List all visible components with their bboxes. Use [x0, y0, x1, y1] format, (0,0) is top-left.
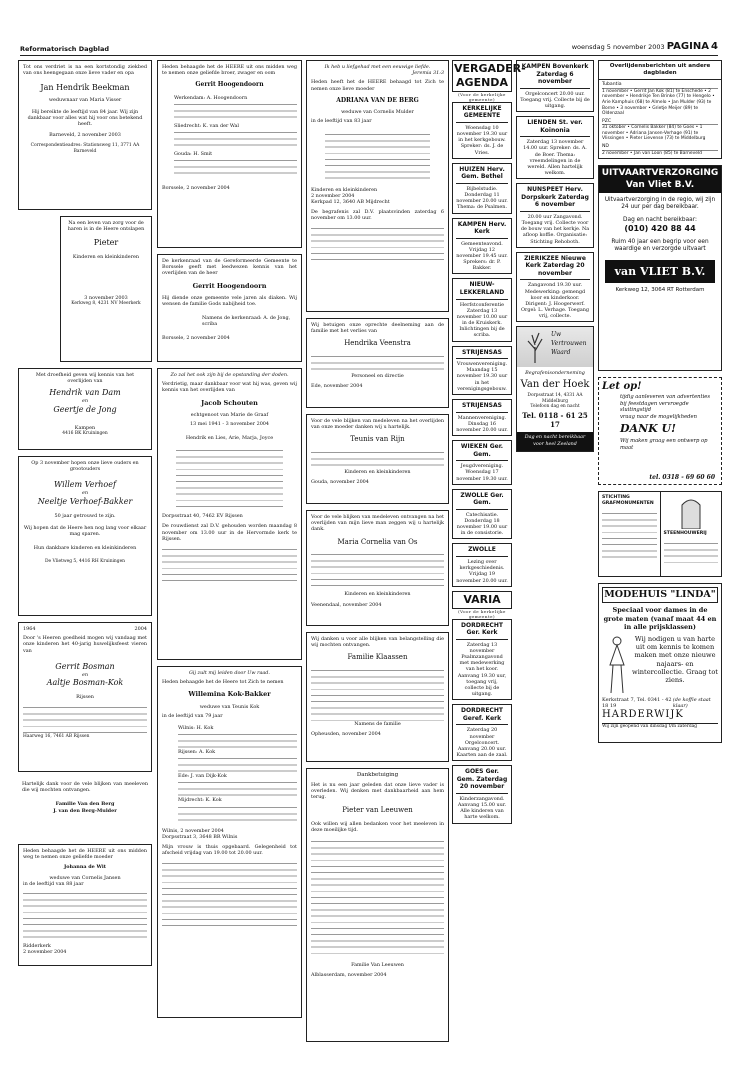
notice-name: Neeltje Verhoef-Bakker: [37, 496, 133, 506]
notice-lead: Na een leven van zorg voor de haren is in de Heere ontslapen: [67, 220, 145, 233]
notice-name: Teunis van Rijn: [350, 435, 405, 444]
notice-address: Kerkweg 8, 4231 NV Meerkerk: [71, 300, 141, 306]
notice-sign: Namens de familie: [354, 721, 401, 728]
monument-ad-title: STICHTING GRAFMONUMENTEN: [602, 495, 654, 507]
notice-body-lines: [311, 667, 444, 721]
agenda-item: [452, 102, 512, 159]
digest-title: Overlijdensberichten uit andere dagbladen: [599, 61, 721, 80]
notice-quote: Gij zult mij leiden door Uw raad.: [188, 670, 270, 676]
notice-quote: Zo zal het ook zijn bij de opstanding der doden.: [170, 372, 289, 378]
agenda-item-heading: WIEKEN Ger. Gem.: [456, 443, 508, 461]
notice-date: 13 mei 1941 - 3 november 2004: [189, 420, 270, 427]
fashion-ad-note: (de koffie staat klaar): [672, 696, 711, 710]
funeral-company-ad: [598, 165, 722, 371]
notice-name: Willemina Kok-Bakker: [188, 690, 271, 699]
notice-place: Gouda, november 2004: [311, 479, 369, 486]
notice-years: 50 jaar getrouwd te zijn.: [54, 512, 116, 519]
notice-place: Rijssen: [76, 694, 94, 701]
notice-address: Correspondentieadres: Stationsweg 11, 3771 AA Barneveld: [30, 143, 140, 154]
agenda-item-heading: KAMPEN Bovenkerk Zaterdag 6 november: [520, 63, 590, 89]
notice-role: weduwe van Cornelis Mulder: [341, 109, 414, 116]
list-line: Mijdrecht: K. Kok: [178, 797, 222, 804]
notice-name: Maria Cornelia van Os: [337, 537, 418, 546]
column-1: [18, 60, 152, 1056]
agenda-subtitle: (Voor de kerkelijke gemeente): [458, 91, 506, 102]
agenda-item-heading: KAMPEN Herv. Kerk: [456, 221, 508, 239]
varia-title: VARIA: [452, 591, 512, 609]
agenda-item-text: Herfstconferentie Zaterdag 13 november 10.00 uur in de Kruiskerk. Inlichtingen bij de scriba.: [456, 301, 508, 339]
notice-place: Veenendaal, november 2004: [311, 601, 382, 608]
fashion-ad-town: HARDERWIJK: [602, 709, 684, 721]
notice-since: weduwe van Cornelis Jansen: [49, 874, 121, 881]
notice-date: Wilnis, 2 november 2004: [162, 827, 224, 834]
notice-date: 2 november 2004: [311, 192, 355, 199]
funeral-ad-logo: [517, 327, 593, 367]
funeral-ad-tagline: Dag en nacht bereikbaar voor heel Zeeland: [517, 432, 593, 450]
agenda-item: [516, 116, 594, 179]
ad-header: UITVAARTVERZORGING Van Vliet B.V.: [599, 166, 721, 193]
notice-date: 2 november 2004: [23, 949, 67, 956]
notice-6: [18, 778, 152, 838]
digest-entries: 2 november • Jan van Loon (85) te Barneveld: [602, 150, 702, 156]
page-date: woensdag 5 november 2003 PAGINA 4: [571, 41, 718, 53]
agenda-item-text: Catechisatie. Donderdag 18 november 19.00 uur in de consistorie.: [456, 511, 508, 537]
agenda-item-heading: ZWOLLE Ger. Gem.: [456, 492, 508, 510]
fashion-ad-body: [602, 635, 718, 695]
notice-sign: Namens de kerkenraad: A. de Jong, scriba: [202, 315, 291, 328]
monument-ad-lines: [664, 540, 719, 564]
agenda-title: VERGADER- AGENDA: [452, 60, 512, 92]
agenda-item-text: Gemeenteavond. Vrijdag 12 november 19.45 uur. Sprekers: dr. P. Bakker.: [456, 240, 508, 272]
funeral-ad-address: Dorpsstraat 14, 4331 AA Middelburg: [527, 393, 583, 404]
notice-lead: Voor de vele blijken van medeleven ontvangen na het overlijden van mijn lieve man zeggen wij u hartelijk dank.: [311, 514, 444, 533]
digest-source: ND: [602, 144, 718, 151]
notice-body-lines: [162, 860, 297, 930]
notice-address: 4416 BK Kruiningen: [62, 430, 108, 436]
notice-lead: Met droefheid geven wij kennis van het overlijden van: [35, 372, 135, 385]
notice-address: De Vlietweg 5, 4416 RH Kruiningen: [44, 559, 125, 565]
funeral-ad-body: [517, 367, 593, 432]
notice-wish: Wij hopen dat de Heere hen nog lang voor elkaar mag sparen.: [23, 524, 147, 538]
notice-17: [306, 768, 449, 1042]
digest-body: [599, 80, 721, 158]
notice-name: Johanna de Wit: [63, 864, 107, 871]
notice-name: Familie Van den Berg: [55, 801, 115, 808]
fashion-ad-contact: [602, 697, 718, 710]
notice-lead: De kerkenraad van de Gereformeerde Gemeente te Borssele geeft met leedwezen kennis van het overlijden van de heer: [162, 258, 297, 277]
notice-reminder-ad: [598, 377, 722, 485]
notice-address: Kerkpad 12, 3640 AB Mijdrecht: [311, 198, 390, 205]
notice-age: in de leeftijd van 79 jaar: [162, 712, 223, 719]
notice-9: [157, 254, 302, 362]
notice-name: Jan Hendrik Beekman: [40, 83, 130, 93]
reminder-phone: tel. 0318 - 69 60 60: [649, 473, 715, 481]
agenda-list: [452, 102, 512, 587]
notice-lead: Tot ons verdriet is na een kortstondig ziekbed van ons heengegaan onze lieve vader en opa: [23, 64, 147, 77]
agenda-item-heading: LIENDEN St. ver. Koinonia: [520, 119, 590, 137]
agenda-item-text: Vrouwenvereniging. Maandag 15 november 19.30 uur in het verenigingsgebouw.: [456, 361, 508, 392]
varia-list: [452, 619, 512, 824]
notice-lead: Op 3 november hopen onze lieve ouders en grootouders: [31, 460, 139, 473]
agenda-item-heading: DORDRECHT Ger. Kerk: [456, 622, 508, 640]
ad-text: Dag en nacht bereikbaar:: [623, 216, 697, 223]
notice-name: Aaltje Bosman-Kok: [46, 677, 124, 687]
notice-body-lines: [311, 225, 444, 261]
notice-name: Hendrik van Dam: [49, 388, 121, 398]
notice-13: [306, 318, 449, 408]
notice-role: weduwnaar van Maria Visser: [48, 97, 122, 104]
agenda-item: [516, 252, 594, 323]
list-line: Wilnis: H. Kok: [178, 724, 214, 731]
digest-entries: 31 oktober • Cornelis Bakker (84) te Goes • 1 november • Adriana Jansen-Verhage (91) te Vlissingen • Pieter Lievense (73) te Middelburg: [602, 125, 706, 142]
place-line: Sliedrecht: K. van der Wal: [174, 123, 239, 130]
list-line: Ede: J. van Dijk-Kok: [178, 773, 227, 780]
agenda-item: [452, 489, 512, 540]
notice-sign: Kinderen en kleinkinderen: [344, 469, 411, 476]
agenda-item-heading: KERKELIJKE GEMEENTE: [456, 105, 508, 123]
column-4: [452, 60, 526, 1056]
notice-family-lines: [325, 131, 430, 181]
notice-and: en: [81, 398, 89, 405]
notice-family: Kinderen en kleinkinderen: [72, 254, 140, 261]
notice-12: [306, 60, 449, 312]
notice-lead: Heden behaagde het de Heere tot Zich te nemen: [162, 679, 284, 686]
digest-source: PZC: [602, 119, 718, 126]
notice-text: Ook willen wij allen bedanken voor het meeleven in deze moeilijke tijd.: [311, 821, 444, 834]
notice-14: [306, 414, 449, 504]
notice-name: ADRIANA VAN DE BERG: [336, 96, 419, 104]
ad-phone: (010) 420 88 44: [624, 223, 696, 233]
notice-years-row: [23, 626, 147, 632]
agenda-item-text: Zaterdag 13 november Psalmzangavond met medewerking van het koor. Aanvang 19.30 uur, toegang vrij, collecte bij de uitgang.: [457, 641, 507, 698]
notice-name: Pieter: [93, 238, 119, 248]
agenda-item-text: Jeugdvereniging. Woensdag 17 november 19.30 uur.: [456, 463, 508, 482]
notice-name: Willem Verhoef: [54, 480, 116, 490]
notice-11: [157, 666, 302, 1018]
agenda-item: [452, 440, 512, 485]
notice-place: Barneveld, 2 november 2003: [49, 132, 121, 139]
notice-1: [18, 60, 152, 210]
notice-date: Borssele, 2 november 2004: [162, 335, 230, 342]
notice-place: Opheusden, november 2004: [311, 731, 381, 738]
logo-line-1: Uw: [551, 331, 562, 339]
fashion-ad: [598, 583, 722, 743]
notice-lead: Voor de vele blijken van medeleven na het overlijden van onze moeder danken wij u hartelijk.: [311, 418, 444, 431]
agenda-item-heading: GOES Ger. Gem. Zaterdag 20 november: [456, 768, 508, 794]
agenda-item: [452, 346, 512, 395]
notice-2: [60, 216, 152, 362]
agenda-item-text: Bijbelstudie. Donderdag 11 november 20.00 uur. Thema: de Psalmen.: [456, 185, 508, 211]
notice-10: [157, 368, 302, 660]
notice-sign: Kinderen en kleinkinderen: [344, 591, 411, 598]
agenda-item: [452, 619, 512, 701]
agenda-item-heading: DORDRECHT Geref. Kerk: [456, 707, 508, 725]
notice-title: Dankbetuiging: [356, 772, 399, 778]
notice-family-lines: [176, 447, 283, 507]
tree-icon: [520, 329, 550, 365]
notice-age: in de leeftijd van 88 jaar: [23, 880, 84, 887]
agenda-item-heading: ZWOLLE: [456, 546, 508, 557]
reminder-title: Let op!: [602, 381, 642, 393]
reminder-lines: [602, 394, 718, 451]
monument-ads: [598, 491, 722, 577]
funeral-ad-kind: Begrafenisonderneming: [525, 370, 585, 377]
gravestone-icon: [680, 495, 702, 529]
notice-date: Borssele, 2 november 2004: [162, 185, 230, 192]
list-filler: [178, 804, 297, 822]
notice-place: Alblasserdam, november 2004: [311, 971, 387, 978]
notice-body-lines: [311, 838, 444, 958]
fashion-ad-title: MODEHUIS "LINDA": [602, 587, 718, 603]
digest-entries: 1 november • Gerrit Jan Kok (81) te Enschede • 2 november • Hendrikje Ten Brinke (77) te Hengelo • Arie Kamphuis (68) te Almelo • Jan Mulder (93) te Borne • 3 november • Grietje Meijer (89) te Oldenzaal: [602, 88, 715, 117]
notice-body-lines: [162, 546, 297, 586]
notice-address: Haarweg 16, 7461 AB Rijssen: [23, 734, 90, 740]
paper-name: Reformatorisch Dagblad: [20, 44, 110, 53]
notice-lead: Verdrietig, maar dankbaar voor wat hij was, geven wij kennis van het overlijden van: [162, 381, 297, 394]
notice-name: Gerrit Hoogendoorn: [195, 81, 264, 89]
reminder-line: tijdig aanleveren van advertenties: [620, 393, 710, 400]
logo-line-2: Vertrouwen: [551, 340, 587, 348]
reminder-line: DANK U!: [620, 422, 676, 436]
monument-image: [664, 495, 719, 531]
notice-places: [174, 95, 297, 180]
reminder-line: bij feestdagen vervroegde sluitingstijd: [620, 400, 689, 414]
notice-age: in de leeftijd van 83 jaar: [311, 118, 372, 125]
notice-name: Gerrit Hoogendoorn: [192, 281, 267, 290]
event-list: [516, 60, 594, 322]
agenda-item-heading: HUIZEN Herv. Gem. Bethel: [456, 166, 508, 184]
list-filler: [178, 755, 297, 773]
place-filler: [174, 101, 297, 123]
year-left: 1964: [23, 626, 36, 632]
fashion-figure-icon: [602, 635, 632, 695]
fashion-ad-subtitle: Speciaal voor dames in de grote maten (vanaf maat 44 en in alle prijsklassen): [603, 606, 717, 631]
notice-body-lines: [311, 353, 444, 373]
reminder-line: Wij maken graag een ontwerp op maat: [620, 438, 708, 451]
monument-ad-right: [661, 492, 722, 576]
monument-ad-left: [599, 492, 661, 576]
agenda-item: [452, 543, 512, 586]
notice-place: Kampen: [74, 424, 96, 431]
reminder-line: vraag naar de mogelijkheden: [620, 413, 697, 420]
agenda-item: [452, 278, 512, 341]
notice-role: weduwe van Teunis Kok: [199, 703, 260, 710]
notice-text: De begrafenis zal D.V. plaatsvinden zaterdag 6 november om 13.00 uur.: [311, 209, 444, 222]
agenda-item-text: Zaterdag 20 november Orgelconcert. Aanvang 20.00 uur. Kaarten aan de zaal.: [456, 727, 508, 759]
agenda-item-heading: NUNSPEET Herv. Dorpskerk Zaterdag 6 november: [520, 186, 590, 212]
year-right: 2004: [134, 626, 147, 632]
agenda-item-heading: STRIJENSAS: [456, 349, 508, 360]
notice-name: Pieter van Leeuwen: [342, 806, 413, 815]
notice-name: Familie Klaassen: [347, 653, 408, 662]
notice-text: Mijn vrouw is thuis opgebaard. Gelegenheid tot afscheid vrijdag van 19.00 tot 20.00 uur.: [162, 843, 297, 857]
varia-subtitle: (Voor de kerkelijke gemeente): [458, 608, 506, 619]
notice-16: [306, 632, 449, 762]
notice-4: [18, 456, 152, 616]
list-filler: [178, 779, 297, 797]
place-filler: [174, 129, 297, 151]
notice-lead: Het is nu een jaar geleden dat onze lieve vader is overleden. Wij denken met dankbaarheid aan hem terug.: [311, 781, 444, 801]
agenda-item: [516, 183, 594, 248]
notice-place: Ede, november 2004: [311, 383, 363, 390]
agenda-item: [452, 399, 512, 436]
notice-lead: Heden behaagde het de HEERE uit ons midden weg te nemen onze geliefde moeder: [23, 848, 147, 861]
notice-date: 3 november 2003: [84, 294, 128, 301]
notice-name: Jacob Schouten: [201, 398, 258, 407]
notice-family-lines: [23, 890, 147, 940]
notice-quote: Ik heb u liefgehad met een eeuwige liefde.: [324, 64, 431, 70]
notice-ref: Jeremia 31:3: [412, 70, 444, 77]
notice-list: [178, 725, 297, 822]
notice-lead: Heden heeft het de HEERE behaagd tot Zich te nemen onze lieve moeder: [311, 79, 444, 92]
place-filler: [174, 157, 297, 179]
ad-logo: van VLIET B.V.: [605, 260, 715, 284]
notice-text: Hij diende onze gemeente vele jaren als diaken. Wij wensen de familie Gods nabijheid toe.: [162, 294, 297, 307]
notice-kids: Kinderen en kleinkinderen: [311, 186, 378, 193]
agenda-item-text: Zaterdag 13 november 14.00 uur. Spreker: ds. A. de Boer. Thema: vreemdelingen in de wereld. Allen hartelijk welkom.: [523, 139, 587, 177]
notice-15: [306, 510, 449, 626]
page-header: [20, 42, 718, 56]
agenda-item: [452, 765, 512, 823]
notice-body-lines: [23, 704, 147, 734]
notice-sign: Personeel en directie: [351, 373, 404, 380]
notice-name: Hendrika Veenstra: [344, 339, 411, 348]
place-line: Werkendam: A. Hoogendoorn: [174, 94, 248, 101]
agenda-item-heading: NIEUW-LEKKERLAND: [456, 281, 508, 299]
notice-address: Dorpsstraat 3, 3648 BR Wilnis: [162, 833, 238, 840]
funeral-ad-name: Van der Hoek: [520, 378, 590, 390]
ad-text: Uitvaartverzorging in de regio, wij zijn 24 uur per dag bereikbaar.: [604, 197, 716, 211]
obituary-digest: [598, 60, 722, 159]
agenda-item-heading: STRIJENSAS: [456, 402, 508, 413]
agenda-item-text: Mannenvereniging. Dinsdag 16 november 20.00 uur.: [456, 414, 508, 433]
funeral-ad-note: Telefoon dag en nacht: [530, 404, 580, 410]
notice-body-lines: [311, 551, 444, 591]
column-6: [598, 60, 722, 1056]
fashion-ad-address: Kerkstraat 7, Tel. 0341 - 42 18 19: [602, 696, 672, 710]
fashion-ad-text: Wij nodigen u van harte uit om kennis te komen maken met onze nieuwe najaars- en wintercollectie. Graag tot ziens.: [632, 634, 718, 685]
agenda-item-text: 20.00 uur Zangavond. Toegang vrij. Collecte voor de bouw van het kerkje. Na afloop koffie. Organisatie: Stichting Rehoboth.: [520, 213, 590, 245]
agenda-item: [452, 704, 512, 761]
notice-lead: Wij danken u voor alle blijken van belangstelling die wij mochten ontvangen.: [311, 636, 444, 649]
list-line: Rijssen: A. Kok: [178, 749, 216, 756]
notice-8: [157, 60, 302, 248]
notice-role: echtgenoot van Marie de Graaf: [190, 411, 269, 418]
column-3: [306, 60, 449, 1056]
ad-body: [599, 193, 721, 258]
notice-3: [18, 368, 152, 450]
notice-family: Hun dankbare kinderen en kleinkinderen: [33, 545, 137, 552]
monument-ad-lines: [602, 510, 657, 562]
notice-names: J. van den Berg-Mulder: [53, 807, 117, 814]
agenda-item: [516, 60, 594, 112]
notice-text: De rouwdienst zal D.V. gehouden worden maandag 8 november om 13.00 uur in de Hervormde kerk te Rijssen.: [162, 523, 297, 542]
notice-body-lines: [311, 449, 444, 469]
agenda-item: [452, 163, 512, 214]
agenda-item: [452, 218, 512, 275]
agenda-item-text: Orgelconcert 20.00 uur. Toegang vrij. Collecte bij de uitgang.: [520, 90, 590, 109]
monument-ad-title: STEENHOUWERIJ: [663, 531, 707, 537]
notice-address: Dorpsstraat 40, 7462 EV Rijssen: [162, 513, 243, 520]
funeral-ad: [516, 326, 594, 451]
agenda-item-text: Zangavond 19.30 uur. Medewerking: gemengd koor en kinderkoor. Dirigent: J. Hoogerwerf. Orgel: L. Verhage. Toegang vrij, collecte.: [520, 282, 590, 320]
funeral-ad-phone: Tel. 0118 - 61 25 17: [522, 410, 588, 429]
notice-lead: Hartelijk dank voor de vele blijken van meeleven die wij mochten ontvangen.: [22, 781, 148, 794]
notice-place: Ridderkerk: [23, 942, 51, 949]
list-filler: [178, 731, 297, 749]
notice-lead: Wij betuigen onze oprechte deelneming aan de familie met het verlies van: [311, 322, 444, 335]
notice-lead: Door 's Heeren goedheid mogen wij vandaag met onze kinderen het 40-jarig huwelijksfeest vieren van: [23, 635, 147, 654]
notice-name: Geertje de Jong: [53, 404, 117, 414]
place-line: Gouda: H. Smit: [174, 151, 213, 158]
agenda-item-text: Woensdag 10 november 19.30 uur in het kerkgebouw. Spreker: ds. J. de Vries.: [456, 124, 508, 156]
column-2: [157, 60, 302, 1056]
notice-sign: Familie Van Leeuwen: [351, 961, 404, 968]
logo-line-3: Waard: [551, 349, 571, 357]
notice-and: en: [81, 671, 89, 678]
notice-lead: Heden behaagde het de HEERE uit ons midden weg te nemen onze geliefde broer, zwager en oom: [162, 64, 297, 77]
agenda-item-text: Kinderzangavond. Aanvang 15.00 uur. Alle kinderen van harte welkom.: [457, 795, 507, 821]
agenda-item-heading: ZIERIKZEE Nieuwe Kerk Zaterdag 20 november: [520, 255, 590, 281]
notice-name: Gerrit Bosman: [55, 661, 115, 671]
notice-text: Hij bereikte de leeftijd van 84 jaar. Wij zijn dankbaar voor alles wat hij voor ons betekend heeft.: [27, 108, 143, 127]
notice-7: [18, 844, 152, 966]
digest-source: Tubantia: [602, 82, 718, 89]
ad-text: Ruim 40 jaar een begrip voor een waardige en verzorgde uitvaart: [611, 238, 709, 253]
column-5: [516, 60, 594, 1056]
fashion-ad-footer: Wij zijn geopend van dinsdag t/m zaterdag: [602, 723, 718, 730]
ad-address: Kerkweg 12, 3064 RT Rotterdam: [615, 287, 705, 294]
agenda-item-text: Lezing over kerkgeschiedenis. Vrijdag 19 november 20.00 uur.: [456, 559, 508, 584]
notice-5: [18, 622, 152, 772]
notice-kids: Hendrik en Lies, Arie, Marja, Joyce: [185, 435, 274, 442]
notice-and: en: [81, 490, 89, 497]
